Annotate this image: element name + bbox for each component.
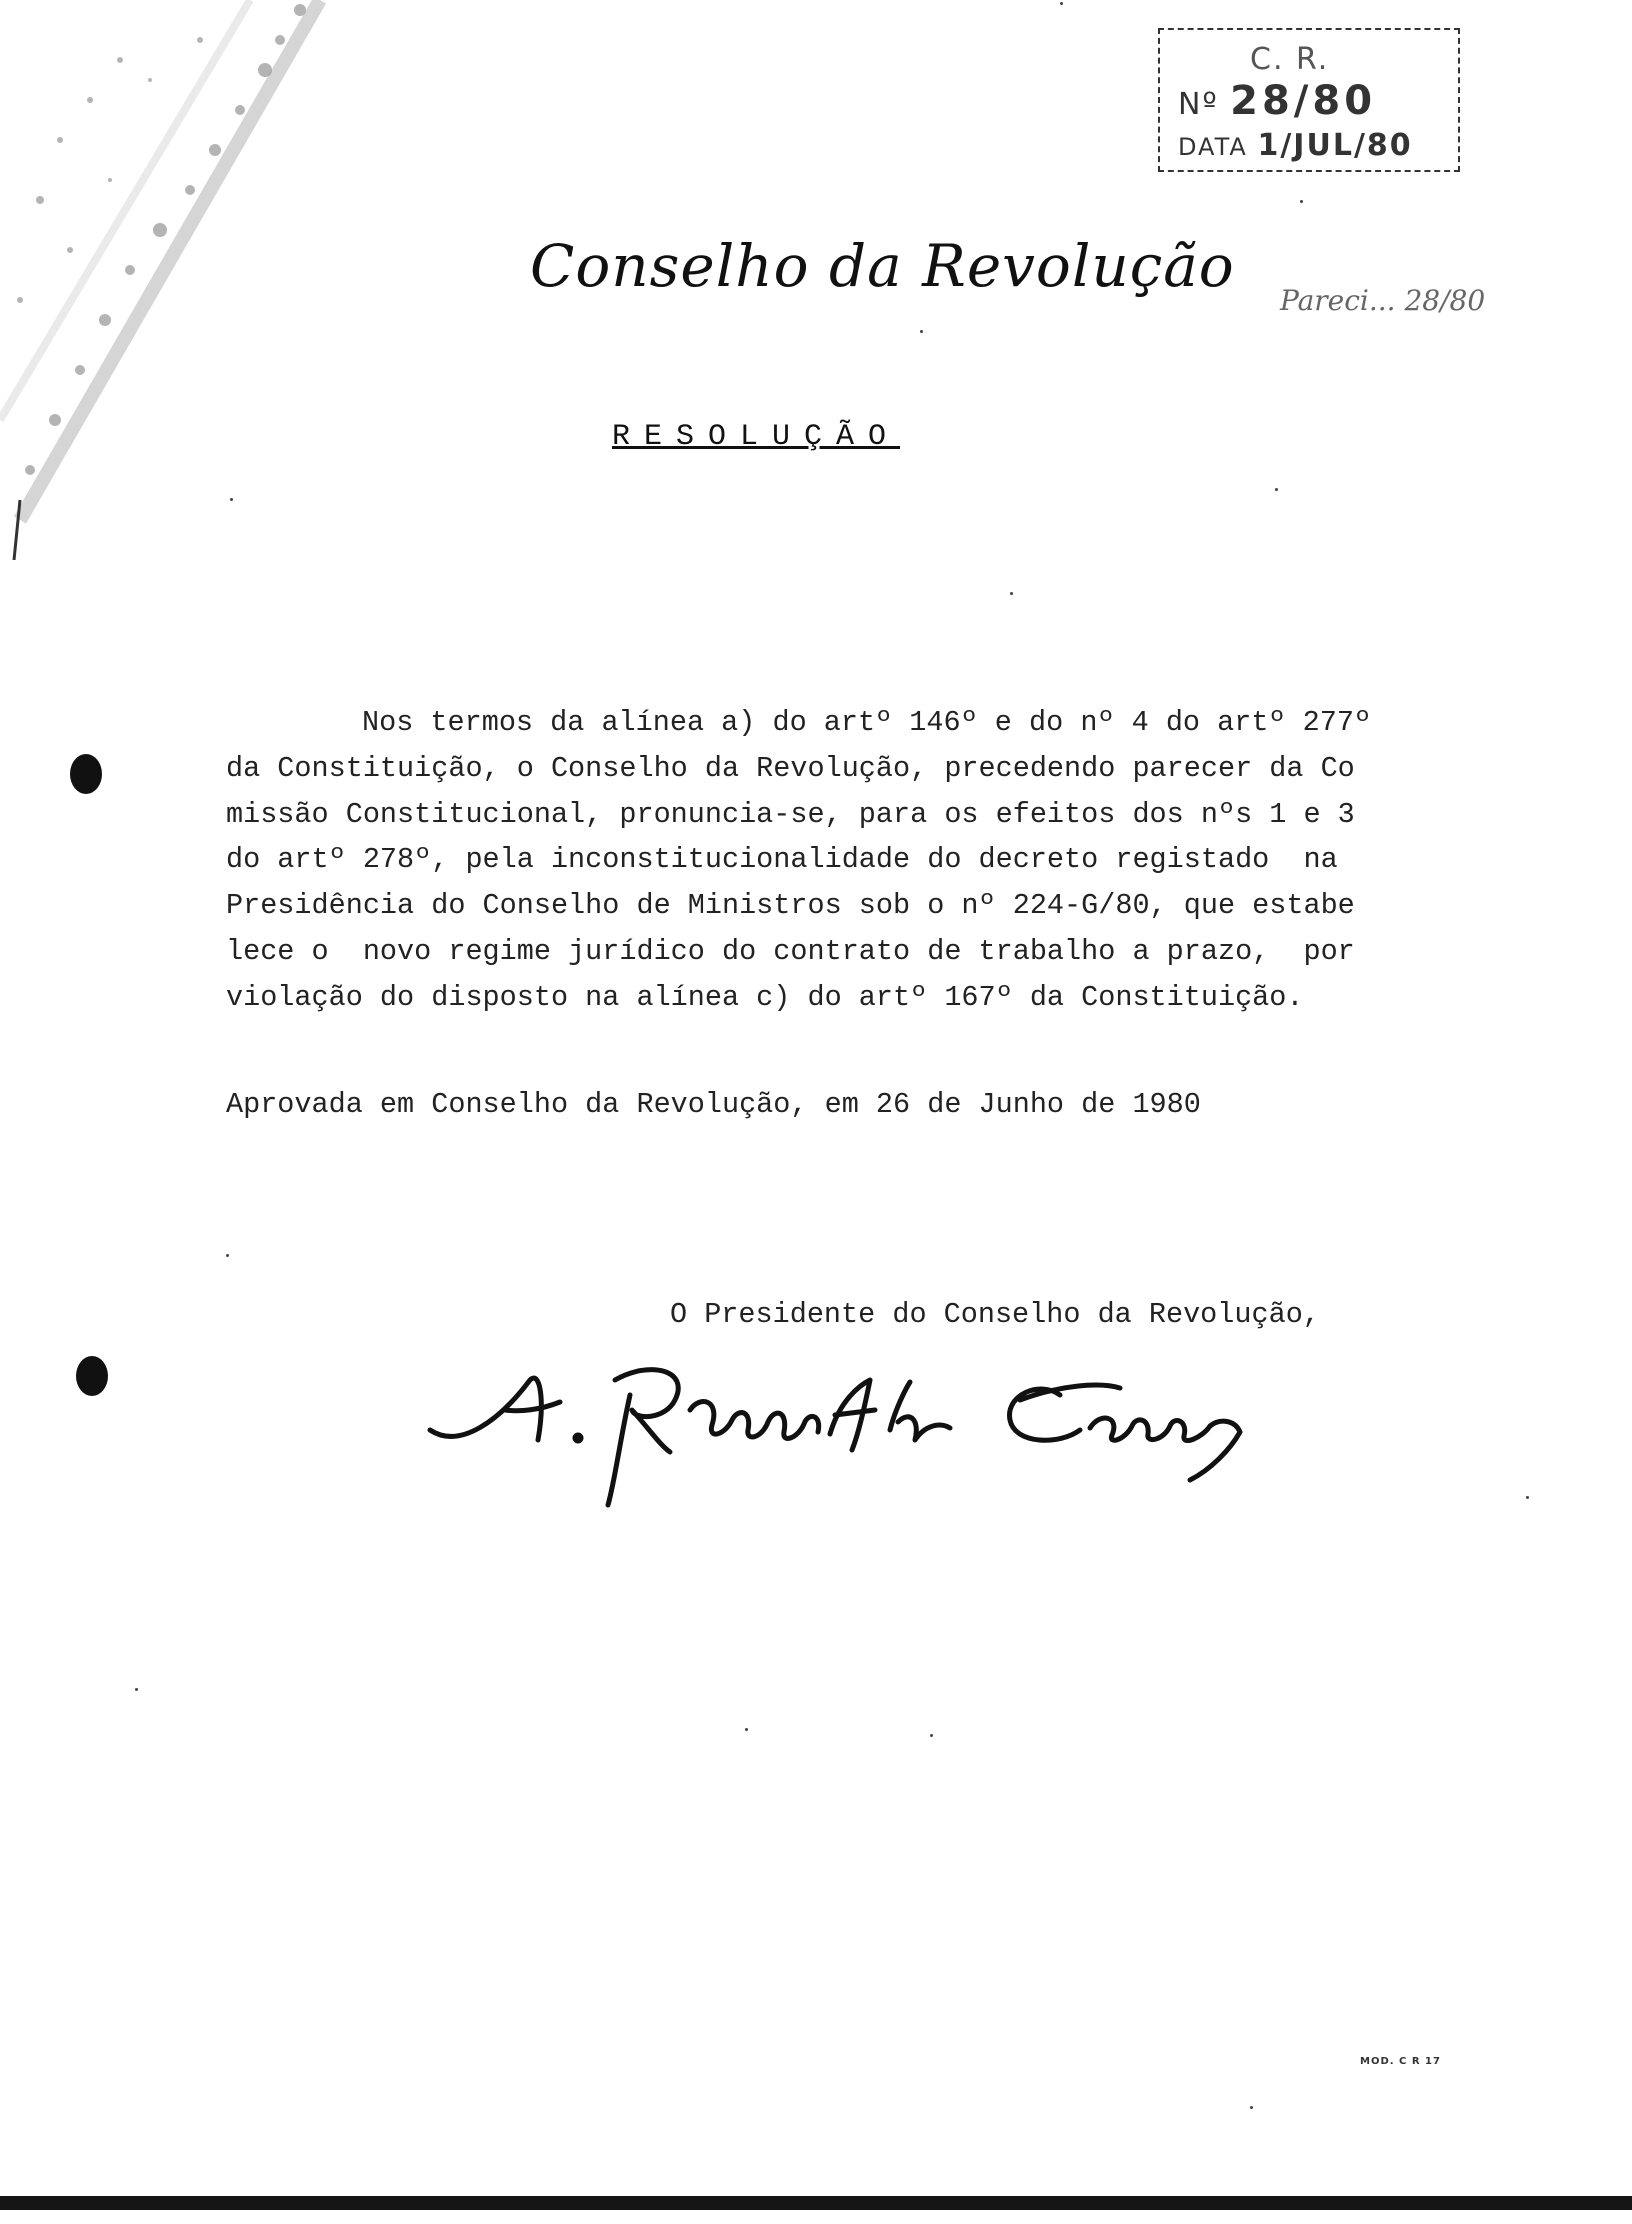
stamp-number-value: 28/80 [1230, 78, 1377, 124]
body-line: da Constituição, o Conselho da Revolução, precedendo parecer da Co [226, 751, 1355, 785]
stamp-date-line [1178, 128, 1413, 163]
signatory-role: O Presidente do Conselho da Revolução, [670, 1298, 1320, 1331]
body-line: Nos termos da alínea a) do artº 146º e do nº 4 do artº 277º [362, 706, 1372, 739]
handwritten-margin-note: Pareci... 28/80 [1280, 284, 1486, 317]
body-line: Presidência do Conselho de Ministros sob o nº 224-G/80, que estabe [226, 889, 1355, 923]
document-title: RESOLUÇÃO [612, 420, 901, 454]
resolution-body [226, 700, 1506, 1021]
body-line: violação do disposto na alínea c) do artº 167º da Constituição. [226, 980, 1304, 1014]
scan-speck [1250, 2106, 1253, 2109]
institution-header: Conselho da Revolução [530, 232, 1235, 300]
scan-speck [920, 330, 923, 333]
scan-speck [1060, 2, 1063, 5]
punch-hole [70, 754, 102, 794]
scan-speck [230, 498, 233, 501]
punch-hole [76, 1356, 108, 1396]
scan-speck [226, 1254, 229, 1257]
scan-speck [930, 1734, 933, 1737]
stamp-number-line [1178, 78, 1376, 124]
stamp-date-value: 1/JUL/80 [1257, 128, 1413, 163]
scan-speck [1010, 592, 1013, 595]
body-line: missão Constitucional, pronuncia-se, para os efeitos dos nºs 1 e 3 [226, 797, 1355, 831]
scan-speck [1275, 488, 1278, 491]
scan-bottom-edge [0, 2196, 1632, 2210]
approval-statement: Aprovada em Conselho da Revolução, em 26 de Junho de 1980 [226, 1088, 1201, 1121]
scan-speck [1526, 1496, 1529, 1499]
body-line: do artº 278º, pela inconstitucionalidade do decreto registado na [226, 843, 1338, 877]
stamp-number-label: Nº [1178, 87, 1219, 122]
scan-noise [0, 0, 340, 560]
stamp-code: C. R. [1250, 42, 1330, 77]
handwritten-signature [420, 1340, 1370, 1510]
form-code: MOD. C R 17 [1360, 2056, 1441, 2067]
scan-speck [135, 1688, 138, 1691]
scan-speck [1300, 200, 1303, 203]
stamp-date-label: DATA [1178, 133, 1248, 161]
body-line: lece o novo regime jurídico do contrato de trabalho a prazo, por [226, 934, 1355, 968]
registry-stamp [1158, 28, 1460, 172]
scan-speck [745, 1728, 748, 1731]
